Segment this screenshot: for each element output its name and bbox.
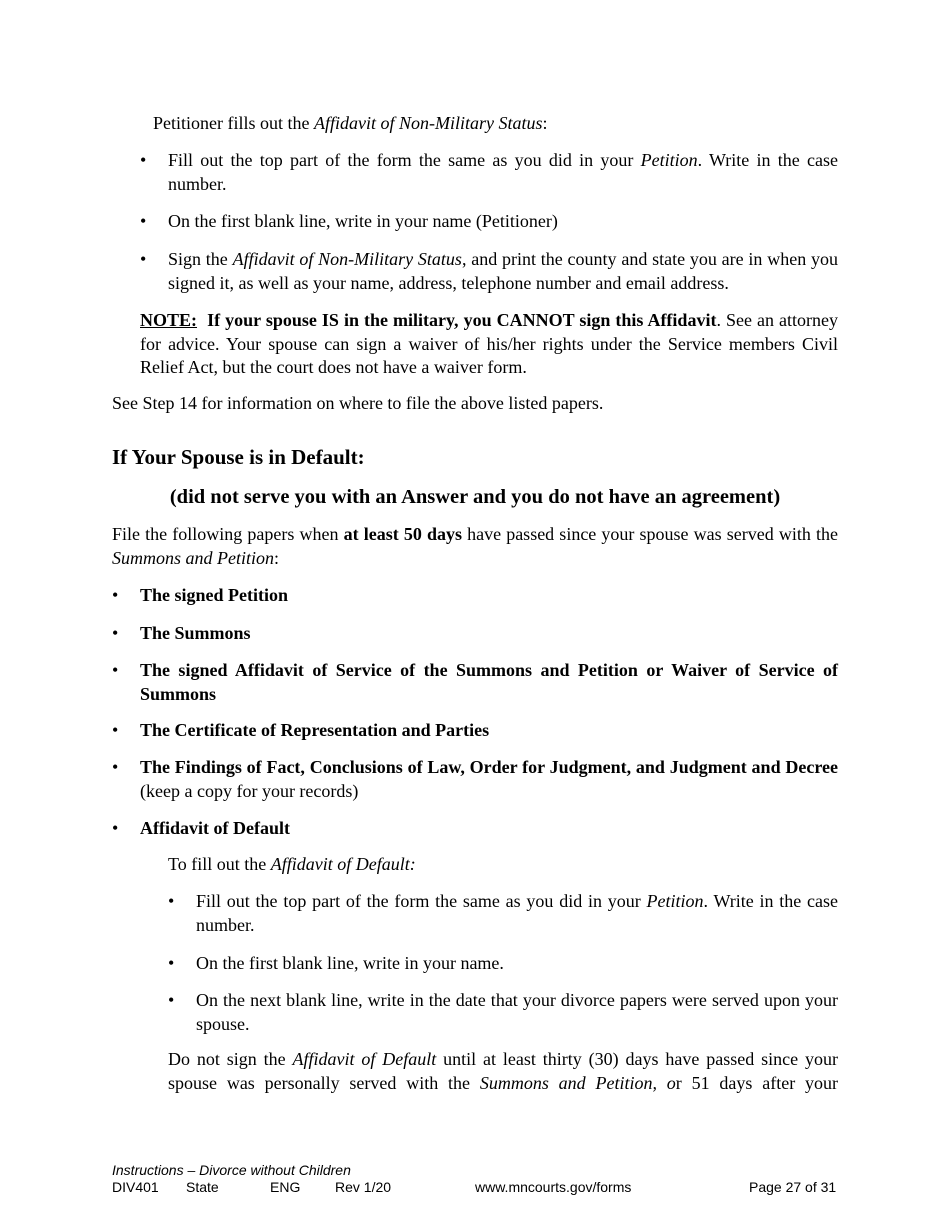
default-step: On the next blank line, write in the date that your divorce papers were served upon your spouse.: [196, 990, 838, 1034]
footer-title: Instructions – Divorce without Children: [112, 1162, 351, 1178]
bullet-icon: [112, 756, 118, 780]
paper-item: Affidavit of Default: [140, 818, 290, 838]
footer-url[interactable]: www.mncourts.gov/forms: [475, 1179, 632, 1195]
bullet-icon: [168, 890, 174, 914]
nonmilitary-step: Sign the Affidavit of Non-Military Status, and print the county and state you are in when you signed it, as well as your name, address, telephone number and email address.: [168, 249, 838, 293]
footer-jurisdiction: State: [186, 1179, 219, 1195]
nonmilitary-step: On the first blank line, write in your name (Petitioner): [168, 211, 558, 231]
nonmilitary-intro: Petitioner fills out the Affidavit of Non-Military Status:: [153, 113, 548, 133]
signing-warning: Do not sign the Affidavit of Default until at least thirty (30) days have passed since your spouse was personally served with the Summons and Petition, or 51 days after your: [168, 1049, 839, 1093]
paper-item: The signed Petition: [140, 585, 289, 605]
paper-item: The Certificate of Representation and Parties: [140, 720, 490, 740]
bullet-icon: [140, 149, 146, 173]
footer-page-number: Page 27 of 31: [749, 1179, 837, 1195]
paper-item: The Findings of Fact, Conclusions of Law, Order for Judgment, and Judgment and Decree (keep a copy for your records): [140, 757, 838, 801]
step-reference: See Step 14 for information on where to file the above listed papers.: [112, 393, 604, 413]
footer-language: ENG: [270, 1179, 301, 1195]
bullet-icon: [140, 248, 146, 272]
section-heading: If Your Spouse is in Default:: [112, 445, 365, 469]
bullet-icon: [112, 584, 118, 608]
bullet-icon: [168, 989, 174, 1013]
bullet-icon: [168, 952, 174, 976]
default-step: Fill out the top part of the form the same as you did in your Petition. Write in the case number.: [196, 891, 838, 935]
filing-lead: File the following papers when at least 50 days have passed since your spouse was served with the Summons and Petition:: [112, 524, 838, 568]
paper-item: The signed Affidavit of Service of the Summons and Petition or Waiver of Service of Summons: [140, 660, 838, 704]
footer-revision: Rev 1/20: [335, 1179, 392, 1195]
default-step: On the first blank line, write in your name.: [196, 953, 504, 973]
paper-item: The Summons: [140, 623, 251, 643]
bullet-icon: [112, 719, 118, 743]
footer-form-id: DIV401: [112, 1179, 159, 1195]
nonmilitary-step: Fill out the top part of the form the same as you did in your Petition. Write in the case number.: [168, 150, 838, 194]
military-note: NOTE: If your spouse IS in the military, you CANNOT sign this Affidavit. See an attorney for advice. Your spouse can sign a waiver of his/her rights under the Service members Civil Relief Act, but the court does not have a waiver form.: [140, 310, 839, 377]
bullet-icon: [112, 659, 118, 683]
bullet-icon: [112, 817, 118, 841]
section-subheading: (did not serve you with an Answer and you do not have an agreement): [169, 486, 781, 508]
bullet-icon: [112, 622, 118, 646]
bullet-icon: [140, 210, 146, 234]
default-intro: To fill out the Affidavit of Default:: [168, 854, 416, 874]
